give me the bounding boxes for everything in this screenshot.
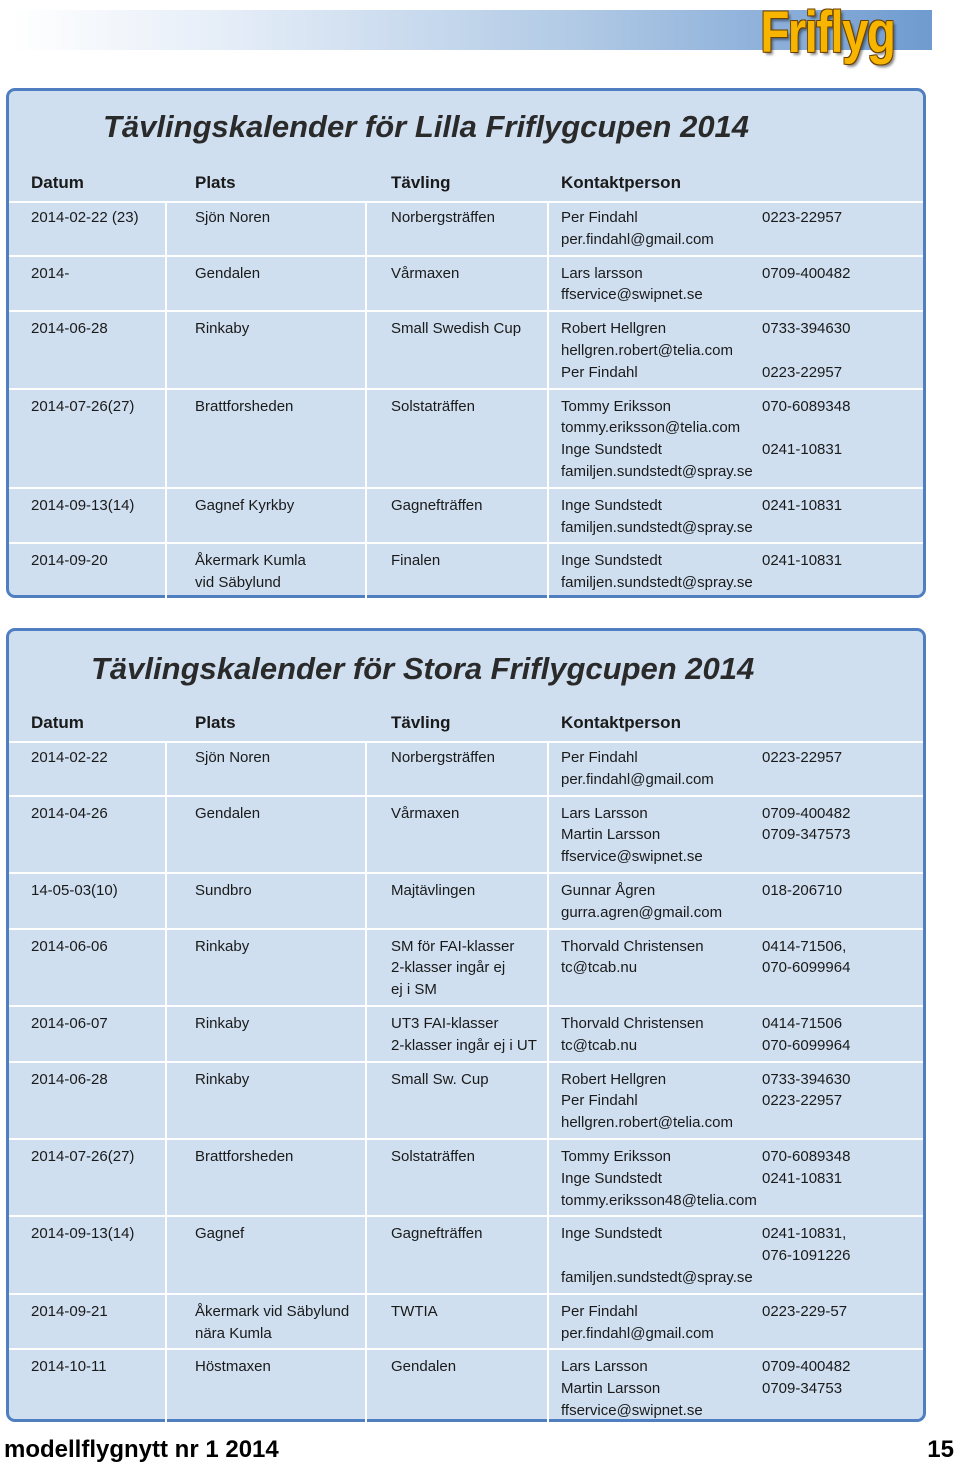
- place-line: Gendalen: [195, 264, 261, 282]
- contact-phone: 0709-400482: [762, 264, 851, 282]
- column-divider: [365, 1217, 367, 1292]
- place-line: Åkermark Kumla: [195, 552, 306, 570]
- cell-date: 2014-04-26: [31, 804, 108, 822]
- contact-line: [561, 340, 921, 362]
- contact-phone: 070-6099964: [762, 959, 851, 977]
- contact-line: [561, 263, 921, 285]
- column-divider: [165, 1350, 167, 1427]
- column-divider: [365, 930, 367, 1005]
- cell-place: [195, 936, 249, 958]
- contact-name: tc@tcab.nu: [561, 959, 638, 977]
- competition-line: UT3 FAI-klasser: [391, 1014, 499, 1032]
- contact-name: Lars Larsson: [561, 804, 648, 822]
- cell-competition: [391, 1301, 438, 1323]
- cell-date: 2014-06-28: [31, 1070, 108, 1088]
- contact-name: Thorvald Christensen: [561, 937, 704, 955]
- place-line: Gagnef Kyrkby: [195, 496, 295, 514]
- table-row: [9, 201, 923, 257]
- contact-name: familjen.sundstedt@spray.se: [561, 462, 753, 480]
- contact-phone: 0223-22957: [762, 749, 843, 766]
- cell-competition: [391, 1146, 475, 1168]
- cell-contact: [561, 495, 921, 539]
- cell-contact: [561, 1069, 921, 1134]
- place-line: Rinkaby: [195, 1014, 250, 1032]
- header-contact: Kontaktperson: [561, 713, 681, 732]
- cell-contact: [561, 1356, 921, 1421]
- column-divider: [165, 201, 167, 255]
- cell-competition: [391, 803, 459, 825]
- column-divider: [365, 1295, 367, 1349]
- contact-name: familjen.sundstedt@spray.se: [561, 1268, 753, 1286]
- column-divider: [165, 1217, 167, 1292]
- contact-name: ffservice@swipnet.se: [561, 1401, 703, 1419]
- contact-line: [561, 572, 921, 594]
- column-divider: [547, 257, 549, 311]
- page-number: 15: [927, 1436, 954, 1463]
- column-divider: [165, 1007, 167, 1061]
- contact-line: [561, 1190, 921, 1212]
- contact-name: Thorvald Christensen: [561, 1014, 704, 1032]
- place-line: Sjön Noren: [195, 209, 271, 226]
- lilla-table-body: [9, 201, 923, 600]
- cell-date: 2014-09-21: [31, 1302, 108, 1320]
- place-line: vid Säbylund: [195, 574, 281, 592]
- cell-competition: [391, 1356, 456, 1378]
- cell-place: [195, 1146, 293, 1168]
- header-place: Plats: [195, 173, 236, 192]
- competition-line: ej i SM: [391, 981, 437, 999]
- contact-name: Martin Larsson: [561, 1380, 661, 1398]
- stora-table-header: [9, 701, 923, 743]
- column-divider: [365, 312, 367, 387]
- contact-line: [561, 1356, 921, 1378]
- cell-competition: [391, 550, 440, 572]
- table-row: [9, 1295, 923, 1351]
- place-line: Brattforsheden: [195, 1147, 294, 1165]
- place-line: Sjön Noren: [195, 749, 271, 766]
- competition-line: Vårmaxen: [391, 264, 460, 282]
- cell-competition: [391, 207, 495, 229]
- cell-place: [195, 550, 306, 594]
- table-row: [9, 930, 923, 1007]
- contact-name: hellgren.robert@telia.com: [561, 341, 733, 359]
- column-divider: [547, 1140, 549, 1215]
- cell-contact: [561, 207, 921, 251]
- column-divider: [365, 257, 367, 311]
- cell-contact: [561, 803, 921, 868]
- contact-line: [561, 1090, 921, 1112]
- contact-name: [561, 1245, 762, 1267]
- column-divider: [165, 741, 167, 795]
- cell-competition: [391, 936, 514, 1001]
- contact-name: Inge Sundstedt: [561, 441, 662, 459]
- cell-date: 2014-06-06: [31, 937, 108, 955]
- column-divider: [547, 1217, 549, 1292]
- place-line: Rinkaby: [195, 937, 250, 955]
- contact-name: Martin Larsson: [561, 826, 661, 844]
- contact-phone: 0241-10831: [762, 552, 843, 570]
- stora-calendar-panel: [6, 628, 926, 1422]
- column-divider: [547, 312, 549, 387]
- header-competition: Tävling: [391, 713, 451, 732]
- contact-line: [561, 439, 921, 461]
- column-divider: [165, 390, 167, 487]
- contact-line: [561, 1378, 921, 1400]
- contact-line: [561, 517, 921, 539]
- table-row: [9, 257, 923, 313]
- table-row: [9, 1350, 923, 1427]
- competition-line: Finalen: [391, 552, 441, 570]
- contact-phone: 0709-400482: [762, 1358, 851, 1376]
- contact-name: tc@tcab.nu: [561, 1036, 638, 1054]
- column-divider: [165, 874, 167, 928]
- column-divider: [365, 1063, 367, 1138]
- cell-place: [195, 803, 260, 825]
- header-date: Datum: [31, 713, 84, 732]
- footer-publication: modellflygnytt nr 1 2014: [4, 1436, 279, 1463]
- column-divider: [165, 1063, 167, 1138]
- contact-phone: 070-6089348: [762, 1147, 851, 1165]
- place-line: Rinkaby: [195, 1070, 250, 1088]
- contact-name: Lars Larsson: [561, 1358, 648, 1376]
- cell-place: [195, 1013, 249, 1035]
- contact-line: [561, 284, 921, 306]
- contact-name: familjen.sundstedt@spray.se: [561, 574, 753, 592]
- cell-place: [195, 207, 270, 229]
- column-divider: [365, 544, 367, 600]
- contact-phone: 0241-10831: [762, 496, 843, 514]
- contact-line: [561, 495, 921, 517]
- contact-phone: 0223-22957: [762, 209, 843, 226]
- contact-name: Tommy Eriksson: [561, 397, 672, 415]
- stora-title: Tävlingskalender för Stora Friflygcupen 2014: [91, 651, 755, 686]
- table-row: [9, 797, 923, 874]
- contact-line: [561, 362, 921, 384]
- competition-line: Gendalen: [391, 1358, 457, 1376]
- cell-date: 14-05-03(10): [31, 881, 118, 899]
- column-divider: [365, 874, 367, 928]
- cell-competition: [391, 263, 459, 285]
- column-divider: [547, 930, 549, 1005]
- contact-name: Inge Sundstedt: [561, 1225, 662, 1243]
- table-row: [9, 312, 923, 389]
- contact-phone: 070-6099964: [762, 1036, 851, 1054]
- cell-competition: [391, 747, 495, 769]
- contact-line: [561, 880, 921, 902]
- contact-phone: 070-6089348: [762, 397, 851, 415]
- competition-line: Vårmaxen: [391, 804, 460, 822]
- cell-competition: [391, 396, 475, 418]
- column-divider: [547, 390, 549, 487]
- competition-line: Small Swedish Cup: [391, 320, 522, 338]
- competition-line: 2-klasser ingår ej i UT: [391, 1036, 537, 1054]
- competition-line: Gagnefträffen: [391, 1225, 483, 1243]
- contact-name: Gunnar Ågren: [561, 881, 656, 899]
- contact-name: per.findahl@gmail.com: [561, 230, 714, 248]
- table-row: [9, 741, 923, 797]
- contact-name: Lars larsson: [561, 264, 643, 282]
- contact-line: [561, 1223, 921, 1245]
- contact-name: Per Findahl: [561, 1302, 638, 1320]
- table-row: [9, 1217, 923, 1294]
- cell-contact: [561, 1301, 921, 1345]
- contact-line: [561, 1112, 921, 1134]
- contact-line: [561, 1168, 921, 1190]
- column-divider: [165, 930, 167, 1005]
- lilla-table-header: [9, 161, 923, 203]
- contact-line: [561, 824, 921, 846]
- contact-name: ffservice@swipnet.se: [561, 848, 703, 866]
- cell-contact: [561, 396, 921, 483]
- contact-line: [561, 957, 921, 979]
- cell-contact: [561, 550, 921, 594]
- column-divider: [365, 201, 367, 255]
- contact-line: [561, 207, 921, 229]
- cell-place: [195, 396, 293, 418]
- cell-competition: [391, 1069, 489, 1091]
- header-place: Plats: [195, 713, 236, 732]
- cell-place: [195, 1356, 271, 1378]
- contact-name: tommy.eriksson@telia.com: [561, 419, 741, 437]
- contact-phone: 0709-400482: [762, 804, 851, 822]
- cell-date: 2014-09-20: [31, 552, 108, 570]
- column-divider: [165, 489, 167, 543]
- cell-date: 2014-09-13(14): [31, 1225, 135, 1243]
- contact-name: Tommy Eriksson: [561, 1147, 672, 1165]
- contact-phone: 0223-22957: [762, 363, 843, 381]
- cell-competition: [391, 318, 521, 340]
- contact-line: [561, 318, 921, 340]
- column-divider: [547, 201, 549, 255]
- competition-line: TWTIA: [391, 1302, 438, 1320]
- column-divider: [165, 312, 167, 387]
- cell-contact: [561, 1146, 921, 1211]
- place-line: nära Kumla: [195, 1324, 272, 1342]
- contact-name: ffservice@swipnet.se: [561, 286, 703, 304]
- place-line: Gagnef: [195, 1225, 245, 1243]
- cell-contact: [561, 1223, 921, 1288]
- contact-phone: 0414-71506,: [762, 937, 847, 955]
- table-row: [9, 390, 923, 489]
- column-divider: [365, 1007, 367, 1061]
- contact-line: [561, 417, 921, 439]
- contact-name: per.findahl@gmail.com: [561, 1324, 714, 1342]
- cell-date: 2014-07-26(27): [31, 1147, 135, 1165]
- cell-place: [195, 1301, 349, 1345]
- contact-phone: 0241-10831: [762, 1169, 843, 1187]
- place-line: Brattforsheden: [195, 397, 294, 415]
- cell-place: [195, 495, 294, 517]
- contact-line: [561, 747, 921, 769]
- contact-phone: 0241-10831: [762, 441, 843, 459]
- column-divider: [165, 544, 167, 600]
- cell-contact: [561, 318, 921, 383]
- contact-name: Per Findahl: [561, 749, 638, 766]
- stora-table-body: [9, 741, 923, 1428]
- contact-phone: 018-206710: [762, 881, 843, 899]
- column-divider: [365, 741, 367, 795]
- contact-line: [561, 1069, 921, 1091]
- header-date: Datum: [31, 173, 84, 192]
- cell-date: 2014-10-11: [31, 1358, 107, 1376]
- contact-name: Inge Sundstedt: [561, 496, 662, 514]
- contact-line: [561, 1267, 921, 1289]
- contact-name: per.findahl@gmail.com: [561, 770, 714, 788]
- table-row: [9, 489, 923, 545]
- column-divider: [365, 489, 367, 543]
- column-divider: [365, 797, 367, 872]
- competition-line: Majtävlingen: [391, 881, 476, 899]
- header-contact: Kontaktperson: [561, 173, 681, 192]
- cell-place: [195, 1223, 244, 1245]
- table-row: [9, 1007, 923, 1063]
- contact-line: [561, 229, 921, 251]
- place-line: Höstmaxen: [195, 1358, 271, 1376]
- contact-line: [561, 550, 921, 572]
- contact-line: [561, 846, 921, 868]
- competition-line: Norbergsträffen: [391, 749, 495, 766]
- column-divider: [365, 390, 367, 487]
- contact-name: Per Findahl: [561, 209, 638, 226]
- contact-phone: 0223-229-57: [762, 1302, 848, 1320]
- contact-line: [561, 1035, 921, 1057]
- header-competition: Tävling: [391, 173, 451, 192]
- lilla-title: Tävlingskalender för Lilla Friflygcupen 2014: [103, 109, 750, 144]
- cell-competition: [391, 1223, 482, 1245]
- contact-name: gurra.agren@gmail.com: [561, 903, 723, 921]
- cell-contact: [561, 1013, 921, 1057]
- cell-date: 2014-02-22: [31, 749, 108, 766]
- lilla-calendar-panel: [6, 88, 926, 598]
- contact-line: [561, 902, 921, 924]
- contact-name: Robert Hellgren: [561, 1070, 667, 1088]
- cell-date: 2014-: [31, 264, 70, 282]
- column-divider: [547, 874, 549, 928]
- brand-logo: Friflyg: [760, 0, 894, 65]
- contact-line: [561, 1245, 921, 1267]
- contact-name: Inge Sundstedt: [561, 552, 662, 570]
- contact-line: [561, 1301, 921, 1323]
- competition-line: 2-klasser ingår ej: [391, 959, 506, 977]
- contact-phone: 0241-10831,: [762, 1225, 847, 1243]
- contact-phone: 0733-394630: [762, 1070, 851, 1088]
- contact-phone: 0414-71506: [762, 1014, 843, 1032]
- contact-phone: 0223-22957: [762, 1092, 843, 1110]
- contact-phone: 0709-34753: [762, 1380, 843, 1398]
- contact-phone: 0709-347573: [762, 826, 851, 844]
- place-line: Gendalen: [195, 804, 261, 822]
- contact-name: tommy.eriksson48@telia.com: [561, 1191, 757, 1209]
- contact-line: [561, 803, 921, 825]
- place-line: Rinkaby: [195, 320, 250, 338]
- table-row: [9, 874, 923, 930]
- contact-phone: 0733-394630: [762, 320, 851, 338]
- cell-date: 2014-09-13(14): [31, 496, 135, 514]
- competition-line: Norbergsträffen: [391, 209, 495, 226]
- column-divider: [547, 1063, 549, 1138]
- cell-place: [195, 880, 252, 902]
- contact-line: [561, 1013, 921, 1035]
- contact-line: [561, 396, 921, 418]
- cell-date: 2014-07-26(27): [31, 397, 135, 415]
- cell-place: [195, 747, 270, 769]
- cell-contact: [561, 880, 921, 924]
- contact-name: Per Findahl: [561, 363, 638, 381]
- cell-contact: [561, 747, 921, 791]
- contact-line: [561, 936, 921, 958]
- cell-contact: [561, 936, 921, 980]
- table-row: [9, 544, 923, 600]
- cell-date: 2014-06-07: [31, 1014, 108, 1032]
- column-divider: [547, 1350, 549, 1427]
- competition-line: Solstaträffen: [391, 397, 475, 415]
- contact-name: hellgren.robert@telia.com: [561, 1114, 733, 1132]
- column-divider: [365, 1140, 367, 1215]
- cell-competition: [391, 880, 475, 902]
- cell-competition: [391, 495, 482, 517]
- contact-line: [561, 1323, 921, 1345]
- contact-name: familjen.sundstedt@spray.se: [561, 518, 753, 536]
- column-divider: [547, 544, 549, 600]
- column-divider: [165, 1140, 167, 1215]
- column-divider: [547, 797, 549, 872]
- cell-competition: [391, 1013, 537, 1057]
- contact-name: Robert Hellgren: [561, 320, 667, 338]
- cell-place: [195, 1069, 249, 1091]
- column-divider: [165, 797, 167, 872]
- contact-name: Per Findahl: [561, 1092, 638, 1110]
- contact-line: [561, 461, 921, 483]
- column-divider: [547, 1295, 549, 1349]
- column-divider: [365, 1350, 367, 1427]
- column-divider: [547, 741, 549, 795]
- cell-date: 2014-02-22 (23): [31, 209, 139, 226]
- contact-line: [561, 769, 921, 791]
- cell-place: [195, 318, 249, 340]
- contact-line: [561, 1400, 921, 1422]
- cell-date: 2014-06-28: [31, 320, 108, 338]
- contact-line: [561, 1146, 921, 1168]
- cell-contact: [561, 263, 921, 307]
- contact-name: Inge Sundstedt: [561, 1169, 662, 1187]
- competition-line: Solstaträffen: [391, 1147, 475, 1165]
- place-line: Åkermark vid Säbylund: [195, 1302, 350, 1320]
- contact-phone: 076-1091226: [762, 1247, 851, 1265]
- column-divider: [547, 1007, 549, 1061]
- place-line: Sundbro: [195, 881, 252, 899]
- column-divider: [547, 489, 549, 543]
- competition-line: Small Sw. Cup: [391, 1070, 489, 1088]
- table-row: [9, 1063, 923, 1140]
- cell-place: [195, 263, 260, 285]
- competition-line: Gagnefträffen: [391, 496, 483, 514]
- column-divider: [165, 257, 167, 311]
- table-row: [9, 1140, 923, 1217]
- competition-line: SM för FAI-klasser: [391, 937, 515, 955]
- column-divider: [165, 1295, 167, 1349]
